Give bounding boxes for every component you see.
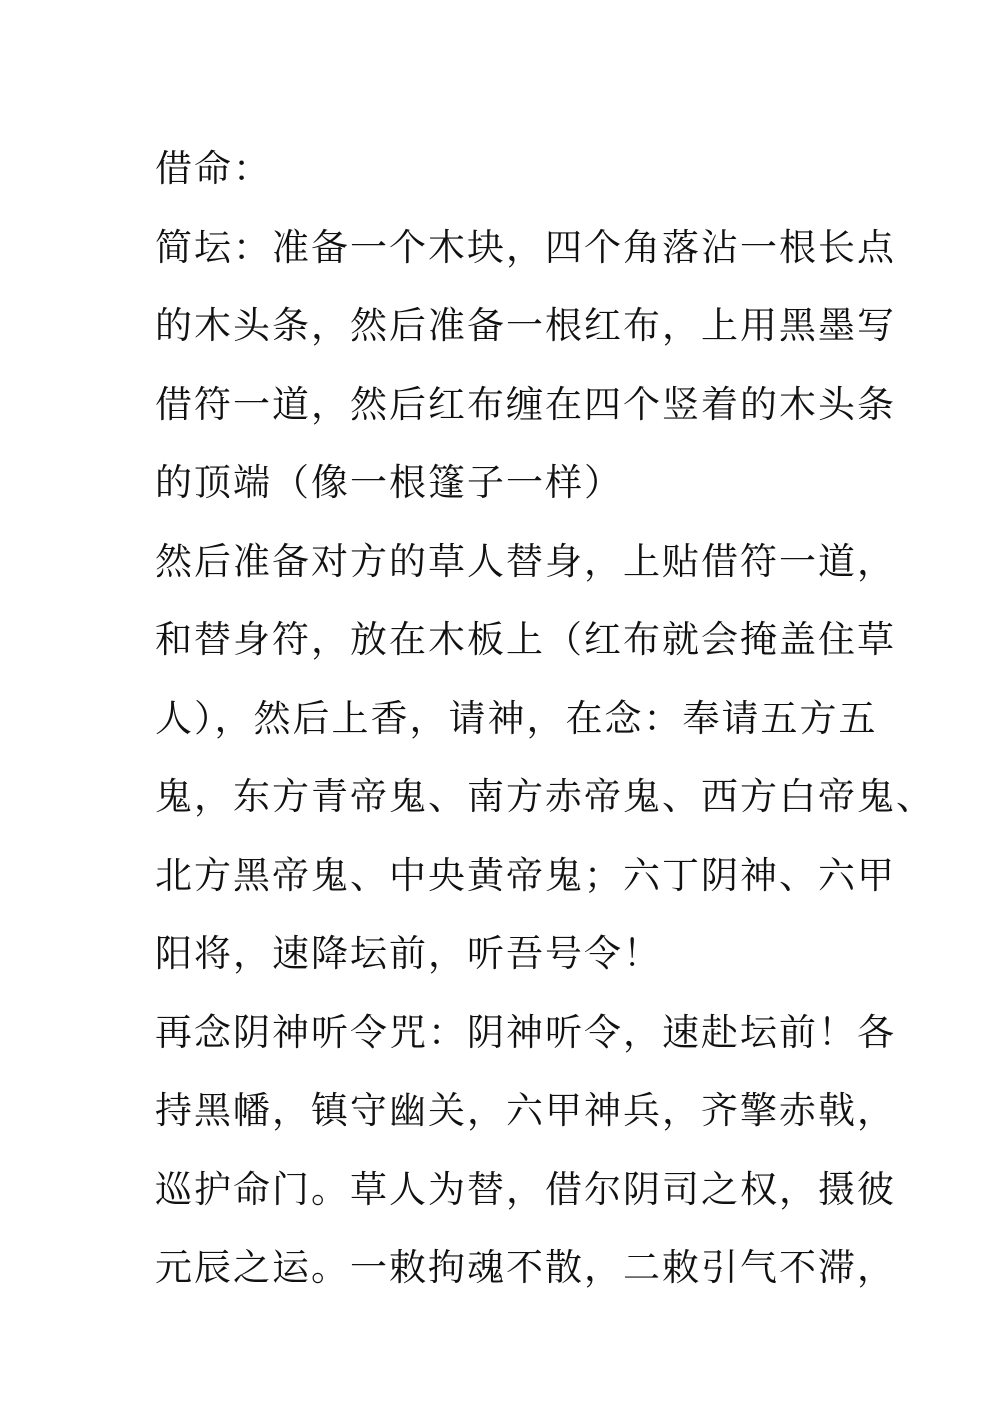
text-line: 简坛：准备一个木块，四个角落沾一根长点 xyxy=(155,225,896,269)
text-line: 然后准备对方的草人替身，上贴借符一道， xyxy=(155,539,896,583)
text-line: 的顶端（像一根篷子一样） xyxy=(155,461,623,504)
text-line: 北方黑帝鬼、中央黄帝鬼；六丁阴神、六甲 xyxy=(155,853,896,897)
text-line: 再念阴神听令咒：阴神听令，速赴坛前！各 xyxy=(155,1010,896,1054)
text-line: 的木头条，然后准备一根红布，上用黑墨写 xyxy=(155,304,896,347)
document-title: 借命： xyxy=(155,147,272,190)
text-line: 阳将，速降坛前，听吾号令！ xyxy=(155,932,662,975)
text-line: 巡护命门。草人为替，借尔阴司之权，摄彼 xyxy=(155,1167,896,1211)
document-page xyxy=(155,130,935,1308)
text-line: 借符一道，然后红布缠在四个竖着的木头条 xyxy=(155,382,896,426)
text-line: 鬼，东方青帝鬼、南方赤帝鬼、西方白帝鬼、 xyxy=(155,775,935,818)
text-line: 人），然后上香，请神，在念：奉请五方五 xyxy=(155,696,878,740)
text-line: 和替身符，放在木板上（红布就会掩盖住草 xyxy=(155,618,896,661)
text-line: 持黑幡，镇守幽关，六甲神兵，齐擎赤戟， xyxy=(155,1089,896,1132)
text-line: 元辰之运。一敕拘魂不散，二敕引气不滞， xyxy=(155,1246,896,1289)
